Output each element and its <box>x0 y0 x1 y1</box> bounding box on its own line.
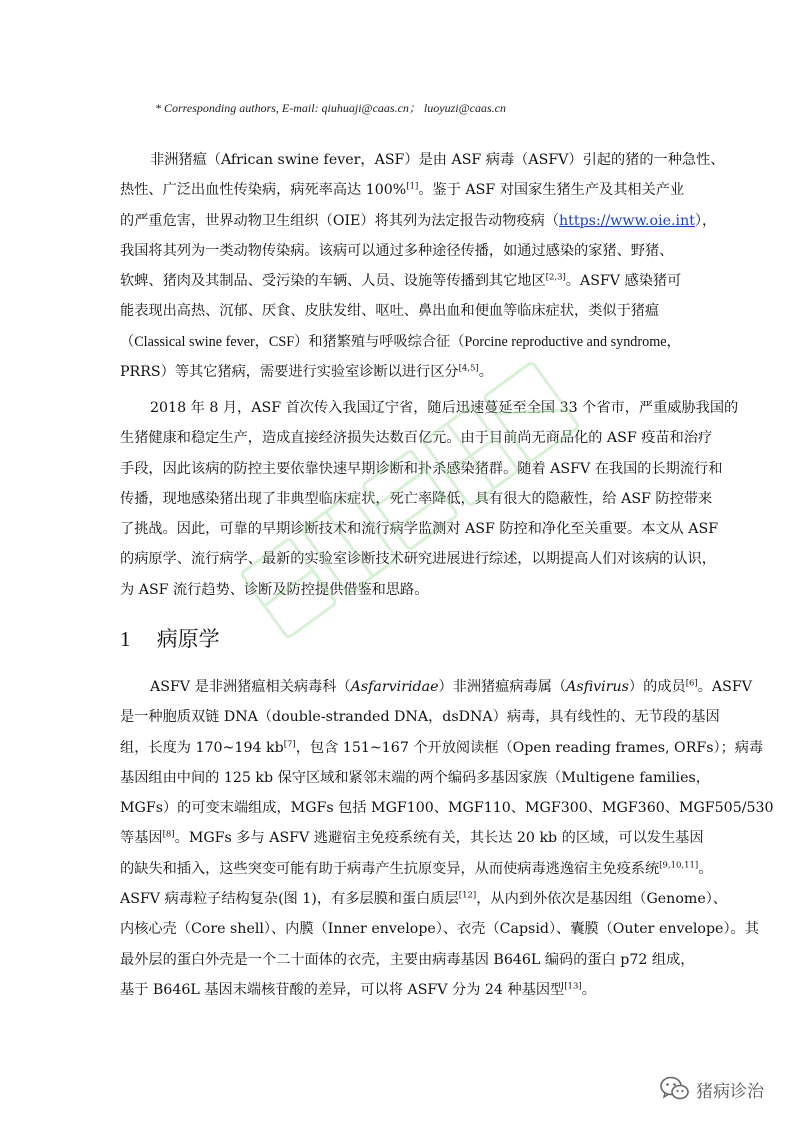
text-line: 内核心壳（Core shell）、内膜（Inner envelope）、衣壳（Capsid）、囊膜（Outer envelope）。其 <box>120 921 759 938</box>
text-line: 的严重危害，世界动物卫生组织（OIE）将其列为法定报告动物疫病（https://www.oie.int）， <box>120 212 717 229</box>
text-line: 非洲猪瘟（African swine fever，ASF）是由 ASF 病毒（ASFV）引起的猪的一种急性、 <box>150 152 725 168</box>
text-line: 了挑战。因此，可靠的早期诊断技术和流行病学监测对 ASF 防控和净化至关重要。本文从 ASF <box>120 521 719 538</box>
section-number: 1 <box>120 627 131 651</box>
text-line: 热性、广泛出血性传染病，病死率高达 100%[1]。鉴于 ASF 对国家生猪生产及其相关产业 <box>120 181 685 199</box>
text-line: 能表现出高热、沉郁、厌食、皮肤发绀、呕吐、鼻出血和便血等临床症状，类似于猪瘟 <box>120 303 660 320</box>
text-line: 基因组由中间的 125 kb 保守区域和紧邻末端的两个编码多基因家族（Multigene families， <box>120 769 710 786</box>
text-line: 等基因[8]。MGFs 多与 ASFV 逃避宿主免疫系统有关，其长达 20 kb 的区域，可以发生基因 <box>120 829 704 847</box>
citation-ref[interactable]: [2,3] <box>545 272 566 283</box>
citation-ref[interactable]: [7] <box>283 738 296 749</box>
oie-link[interactable]: https://www.oie.int <box>559 212 695 229</box>
citation-ref[interactable]: [9,10,11] <box>659 860 699 871</box>
citation-ref[interactable]: [12] <box>458 890 477 901</box>
text-line: 基于 B646L 基因末端核苷酸的差异，可以将 ASFV 分为 24 种基因型[13]。 <box>120 981 596 998</box>
account-name: 猪病诊治 <box>696 1081 764 1102</box>
text-line: 手段，因此该病的防控主要依靠快速早期诊断和扑杀感染猪群。随着 ASFV 在我国的长期流行和 <box>120 460 723 477</box>
text-line: ASFV 病毒粒子结构复杂(图 1)，有多层膜和蛋白质层[12]，从内到外依次是基因组（Genome）、 <box>120 890 727 908</box>
text-line: 的缺失和插入，这些突变可能有助于病毒产生抗原变异，从而使病毒逃逸宿主免疫系统[9,10,11]。 <box>120 860 713 877</box>
text-line: 生猪健康和稳定生产，造成直接经济损失达数百亿元。由于目前尚无商品化的 ASF 疫苗和治疗 <box>120 430 713 447</box>
text-line: 组，长度为 170~194 kb[7]，包含 151~167 个开放阅读框（Open reading frames, ORFs）；病毒 <box>120 738 764 756</box>
citation-ref[interactable]: [6] <box>685 678 698 689</box>
citation-ref[interactable]: [4,5] <box>458 363 479 374</box>
text-line: 我国将其列为一类动物传染病。该病可以通过多种途径传播，如通过感染的家猪、野猪、 <box>120 242 674 259</box>
text-line: PRRS）等其它猪病，需要进行实验室诊断以进行区分[4,5]。 <box>120 363 493 381</box>
text-line: 是一种胞质双链 DNA（double-stranded DNA，dsDNA）病毒，具有线性的、无节段的基因 <box>120 709 720 726</box>
text-line: MGFs）的可变末端组成，MGFs 包括 MGF100、MGF110、MGF300、MGF360、MGF505/530 <box>120 800 774 817</box>
section-heading <box>120 623 220 653</box>
text-line: 软蜱、猪肉及其制品、受污染的车辆、人员、设施等传播到其它地区[2,3]。ASFV 感染猪可 <box>120 272 682 290</box>
text-line: 最外层的蛋白外壳是一个二十面体的衣壳，主要由病毒基因 B646L 编码的蛋白 p72 组成， <box>120 951 695 968</box>
wechat-account-logo <box>660 1076 764 1102</box>
paragraph-background <box>120 393 739 605</box>
text-line: 的病原学、流行病学、最新的实验室诊断技术研究进展进行综述，以期提高人们对该病的认识， <box>120 551 716 568</box>
citation-ref[interactable]: [13] <box>564 981 582 992</box>
citation-ref[interactable]: [8] <box>162 829 175 840</box>
paragraph-intro <box>120 145 725 387</box>
text-line: （Classical swine fever，CSF）和猪繁殖与呼吸综合征（Porcine reproductive and syndrome， <box>120 333 681 350</box>
text-line: 传播，现地感染猪出现了非典型临床症状，死亡率降低，具有很大的隐蔽性，给 ASF 防控带来 <box>120 490 713 507</box>
paragraph-etiology <box>120 672 774 1005</box>
text-line: 为 ASF 流行趋势、诊断及防控提供借鉴和思路。 <box>120 581 429 598</box>
corresponding-author-footnote: * Corresponding authors, E-mail: qiuhuaji@caas.cn； luoyuzi@caas.cn <box>155 101 506 115</box>
citation-ref[interactable]: [1] <box>406 181 419 192</box>
text-line: ASFV 是非洲猪瘟相关病毒科（Asfarviridae）非洲猪瘟病毒属（Asfivirus）的成员[6]。ASFV <box>150 678 752 695</box>
text-line: 2018 年 8 月，ASF 首次传入我国辽宁省，随后迅速蔓延至全国 33 个省市，严重威胁我国的 <box>150 400 739 416</box>
wechat-icon <box>660 1076 690 1102</box>
section-title: 病原学 <box>156 627 220 651</box>
